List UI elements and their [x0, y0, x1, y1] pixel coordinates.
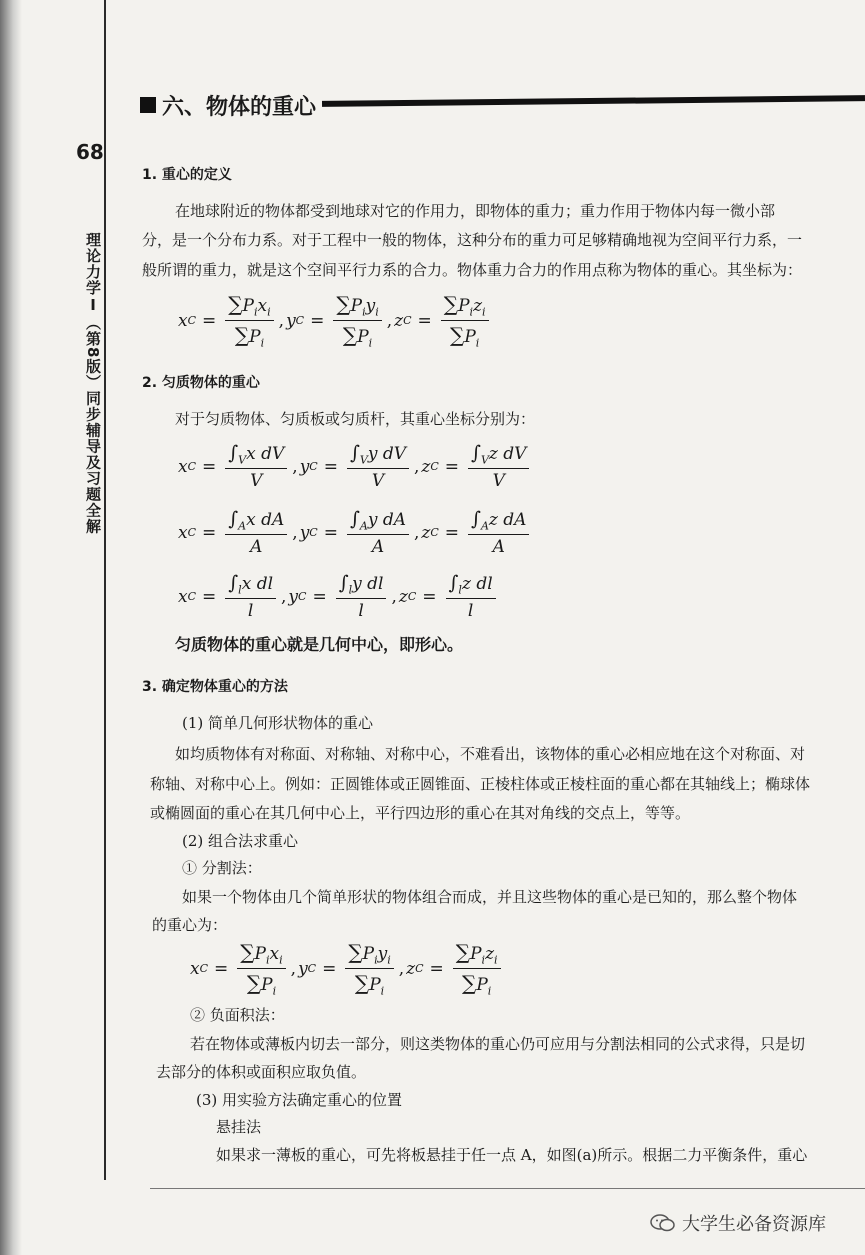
formula-subscript: V	[359, 453, 368, 467]
formula-subscript: C	[430, 526, 439, 540]
bottom-rule	[150, 1188, 865, 1189]
formula-symbol: =	[429, 958, 444, 979]
fraction	[453, 940, 501, 998]
formula-symbol: x	[178, 456, 188, 477]
formula-symbol: V	[371, 471, 385, 492]
header-title: 六、物体的重心	[162, 94, 317, 120]
formula-subscript: C	[307, 962, 317, 976]
formula-symbol: P	[242, 296, 254, 316]
formula-symbol: P	[261, 975, 273, 996]
formula-subscript: i	[374, 953, 378, 967]
formula-symbol: P	[464, 327, 476, 348]
fraction	[333, 292, 381, 350]
fraction	[347, 442, 409, 491]
formula-symbol: ,	[414, 456, 420, 477]
fraction	[347, 508, 409, 557]
formula-symbol: =	[202, 522, 217, 543]
watermark-text: 大学生必备资源库	[682, 1214, 826, 1235]
formula-symbol: x	[257, 296, 268, 316]
formula-subscript: i	[368, 336, 373, 350]
fraction	[345, 940, 393, 998]
formula-symbol: P	[249, 327, 261, 348]
formula-symbol: =	[323, 522, 338, 543]
integral-symbol: ∫	[228, 572, 239, 594]
formula-symbol: z	[394, 310, 404, 331]
fraction	[336, 572, 387, 621]
paragraph-line: 去部分的体积或面积应取负值。	[156, 1063, 367, 1081]
formula-subscript: i	[387, 953, 391, 967]
sum-symbol: ∑	[455, 940, 471, 964]
formula-symbol: l	[247, 601, 254, 622]
formula-subscript: C	[415, 962, 424, 976]
formula-subscript: C	[187, 526, 197, 540]
formula-subscript: A	[238, 519, 247, 533]
formula-symbol: =	[417, 310, 432, 331]
paragraph-line: 的重心为：	[152, 916, 228, 934]
formula-symbol: =	[202, 456, 217, 477]
formula-subscript: l	[458, 583, 462, 597]
formula-symbol: y	[288, 586, 299, 607]
formula-symbol: z	[485, 944, 495, 964]
integral-symbol: ∫	[228, 442, 239, 464]
formula-symbol: z	[421, 522, 431, 543]
paragraph-line: 或椭圆面的重心在其几何中心上，平行四边形的重心在其对角线的交点上，等等。	[150, 804, 691, 822]
formula-subscript: i	[266, 953, 270, 967]
paragraph-line: 称轴、对称中心上。例如：正圆锥体或正圆锥面、正棱柱体或正棱柱面的重心都在其轴线上；椭球体	[150, 775, 811, 793]
formula-symbol: P	[357, 327, 369, 348]
formula-symbol: V	[250, 471, 263, 492]
formula-subscript: C	[309, 460, 318, 474]
paragraph-line: 在地球附近的物体都受到地球对它的作用力，即物体的重力；重力作用于物体内每一微小部	[175, 202, 776, 220]
integral-symbol: ∫	[228, 508, 239, 530]
formula-subscript: i	[362, 305, 366, 319]
formula-symbol: y	[299, 522, 310, 543]
formula-symbol: ,	[281, 586, 287, 607]
formula-area	[178, 508, 532, 557]
sum-symbol: ∑	[443, 292, 459, 316]
formula-line	[178, 572, 499, 621]
formula-subscript: A	[359, 519, 368, 533]
paragraph-line: 如果求一薄板的重心，可先将板悬挂于任一点 A，如图(a)所示。根据二力平衡条件，重心	[216, 1146, 808, 1164]
chapter-header	[140, 88, 316, 122]
formula-symbol: =	[444, 522, 460, 543]
formula-symbol: =	[444, 456, 460, 477]
method-title: ② 负面积法：	[190, 1006, 285, 1024]
formula-symbol: V	[492, 471, 505, 492]
formula-symbol: =	[312, 586, 327, 607]
formula-symbol: P	[458, 296, 470, 316]
sum-symbol: ∑	[228, 292, 243, 316]
paragraph-line: 对于匀质物体、匀质板或匀质杆，其重心坐标分别为：	[175, 410, 536, 428]
formula-subscript: i	[254, 305, 258, 319]
formula-symbol: =	[202, 310, 217, 331]
formula-symbol: ,	[386, 310, 393, 331]
page-number: 68	[76, 140, 104, 164]
fraction	[225, 442, 287, 491]
formula-symbol: =	[422, 586, 437, 607]
paragraph-line: 般所谓的重力，就是这个空间平行力系的合力。物体重力合力的作用点称为物体的重心。其坐标为：	[142, 261, 803, 279]
formula-symbol: x	[178, 310, 188, 331]
formula-symbol: y dl	[352, 574, 384, 594]
fraction	[446, 572, 496, 621]
formula-symbol: z	[421, 456, 431, 477]
watermark	[650, 1210, 826, 1236]
formula-symbol: A	[492, 537, 505, 558]
formula-symbol: z	[398, 586, 408, 607]
formula-subscript: V	[238, 453, 247, 467]
method-title: ① 分割法：	[182, 859, 262, 877]
book-side-title: 理论力学Ⅰ（第8版）同步辅导及习题全解	[84, 232, 102, 535]
formula-symbol: ,	[398, 958, 405, 979]
formula-subscript: C	[295, 314, 305, 328]
formula-symbol: ,	[292, 456, 298, 477]
formula-symbol: ,	[292, 522, 298, 543]
formula-subscript: i	[475, 336, 480, 350]
formula-subscript: i	[482, 305, 486, 319]
sum-symbol: ∑	[336, 292, 351, 316]
subsection-title: (1) 简单几何形状物体的重心	[182, 714, 374, 732]
wechat-icon	[650, 1213, 676, 1233]
formula-subscript: C	[199, 962, 209, 976]
formula-symbol: ,	[391, 586, 397, 607]
formula-subscript: i	[260, 336, 265, 350]
formula-composite	[190, 940, 504, 998]
formula-symbol: y	[365, 296, 376, 316]
header-rule	[322, 95, 865, 107]
sum-symbol: ∑	[348, 940, 363, 964]
formula-symbol: x dV	[246, 444, 285, 464]
integral-symbol: ∫	[349, 442, 360, 464]
formula-symbol: P	[254, 944, 266, 964]
formula-symbol: P	[476, 975, 488, 996]
formula-subscript: i	[469, 305, 474, 319]
paragraph-line: 如果一个物体由几个简单形状的物体组合而成，并且这些物体的重心是已知的，那么整个物体	[182, 888, 798, 906]
paragraph-line: 分，是一个分布力系。对于工程中一般的物体，这种分布的重力可足够精确地视为空间平行力系，一	[142, 231, 803, 249]
sum-symbol: ∑	[354, 971, 370, 996]
formula-subscript: i	[481, 953, 486, 967]
formula-symbol: P	[350, 296, 363, 316]
section-title-definition: 1. 重心的定义	[142, 167, 232, 183]
formula-symbol: P	[369, 975, 381, 996]
formula-subscript: i	[279, 953, 283, 967]
fraction	[441, 292, 489, 350]
header-square-icon	[140, 97, 156, 113]
margin-rule	[104, 0, 106, 1180]
formula-symbol: z	[473, 296, 483, 316]
formula-symbol: ,	[290, 958, 297, 979]
formula-symbol: x	[178, 586, 188, 607]
formula-subscript: C	[403, 314, 412, 328]
formula-symbol: y	[286, 310, 296, 331]
formula-symbol: P	[362, 944, 375, 964]
formula-subscript: C	[187, 590, 197, 604]
sum-symbol: ∑	[450, 323, 465, 348]
paragraph-line: 若在物体或薄板内切去一部分，则这类物体的重心仍可应用与分割法相同的公式求得，只是切	[190, 1035, 806, 1053]
integral-symbol: ∫	[349, 508, 360, 530]
formula-symbol: x dA	[246, 510, 285, 530]
formula-subscript: i	[380, 984, 385, 998]
formula-symbol: ,	[414, 522, 420, 543]
formula-subscript: C	[187, 314, 197, 328]
formula-symbol: y	[298, 958, 308, 979]
formula-symbol: z dl	[461, 574, 493, 594]
formula-symbol: x	[178, 522, 188, 543]
formula-symbol: y	[299, 456, 310, 477]
sum-symbol: ∑	[342, 323, 358, 348]
formula-symbol: z dA	[488, 510, 527, 530]
formula-subscript: l	[348, 583, 353, 597]
formula-symbol: A	[371, 537, 385, 558]
formula-subscript: C	[298, 590, 307, 604]
fraction	[237, 940, 285, 998]
fraction	[468, 442, 529, 491]
formula-symbol: l	[358, 601, 364, 622]
formula-symbol: P	[470, 944, 482, 964]
section-title-homogeneous: 2. 匀质物体的重心	[142, 375, 260, 391]
formula-symbol: y dV	[367, 444, 406, 464]
formula-symbol: y dA	[367, 510, 406, 530]
paragraph-line: 如均质物体有对称面、对称轴、对称中心，不难看出，该物体的重心必相应地在这个对称面、对	[175, 745, 806, 763]
formula-center-of-gravity	[178, 292, 492, 350]
formula-symbol: x	[190, 958, 200, 979]
formula-symbol: l	[467, 601, 474, 622]
formula-subscript: C	[430, 460, 439, 474]
formula-symbol: ,	[278, 310, 285, 331]
formula-symbol: =	[214, 958, 229, 979]
formula-subscript: i	[272, 984, 277, 998]
formula-symbol: y	[377, 944, 388, 964]
integral-symbol: ∫	[338, 572, 349, 594]
formula-symbol: A	[250, 537, 263, 558]
section-title-methods: 3. 确定物体重心的方法	[142, 679, 288, 695]
formula-symbol: z dV	[488, 444, 527, 464]
fraction	[225, 508, 287, 557]
fraction	[225, 572, 276, 621]
formula-symbol: z	[406, 958, 416, 979]
book-gutter-shadow	[0, 0, 22, 1255]
method-title: 悬挂法	[216, 1118, 262, 1136]
sum-symbol: ∑	[240, 940, 255, 964]
formula-subscript: C	[187, 460, 197, 474]
paragraph-line: 匀质物体的重心就是几何中心，即形心。	[175, 635, 464, 654]
formula-subscript: i	[375, 305, 379, 319]
formula-subscript: C	[407, 590, 417, 604]
formula-symbol: =	[323, 456, 338, 477]
formula-subscript: A	[480, 519, 489, 533]
formula-symbol: =	[322, 958, 337, 979]
subsection-title: (2) 组合法求重心	[182, 832, 299, 850]
integral-symbol: ∫	[448, 572, 459, 594]
integral-symbol: ∫	[471, 508, 481, 530]
formula-symbol: =	[310, 310, 325, 331]
formula-subscript: l	[238, 583, 242, 597]
sum-symbol: ∑	[234, 323, 250, 348]
formula-symbol: x	[269, 944, 280, 964]
formula-subscript: i	[494, 953, 498, 967]
formula-subscript: C	[309, 526, 318, 540]
subsection-title: (3) 用实验方法确定重心的位置	[196, 1091, 403, 1109]
formula-volume	[178, 442, 532, 491]
formula-subscript: i	[267, 305, 271, 319]
formula-symbol: =	[202, 586, 217, 607]
formula-subscript: i	[487, 984, 492, 998]
formula-symbol: x dl	[241, 574, 274, 594]
fraction	[225, 292, 273, 350]
fraction	[468, 508, 529, 557]
integral-symbol: ∫	[471, 442, 481, 464]
sum-symbol: ∑	[246, 971, 262, 996]
sum-symbol: ∑	[462, 971, 477, 996]
formula-subscript: V	[480, 453, 489, 467]
